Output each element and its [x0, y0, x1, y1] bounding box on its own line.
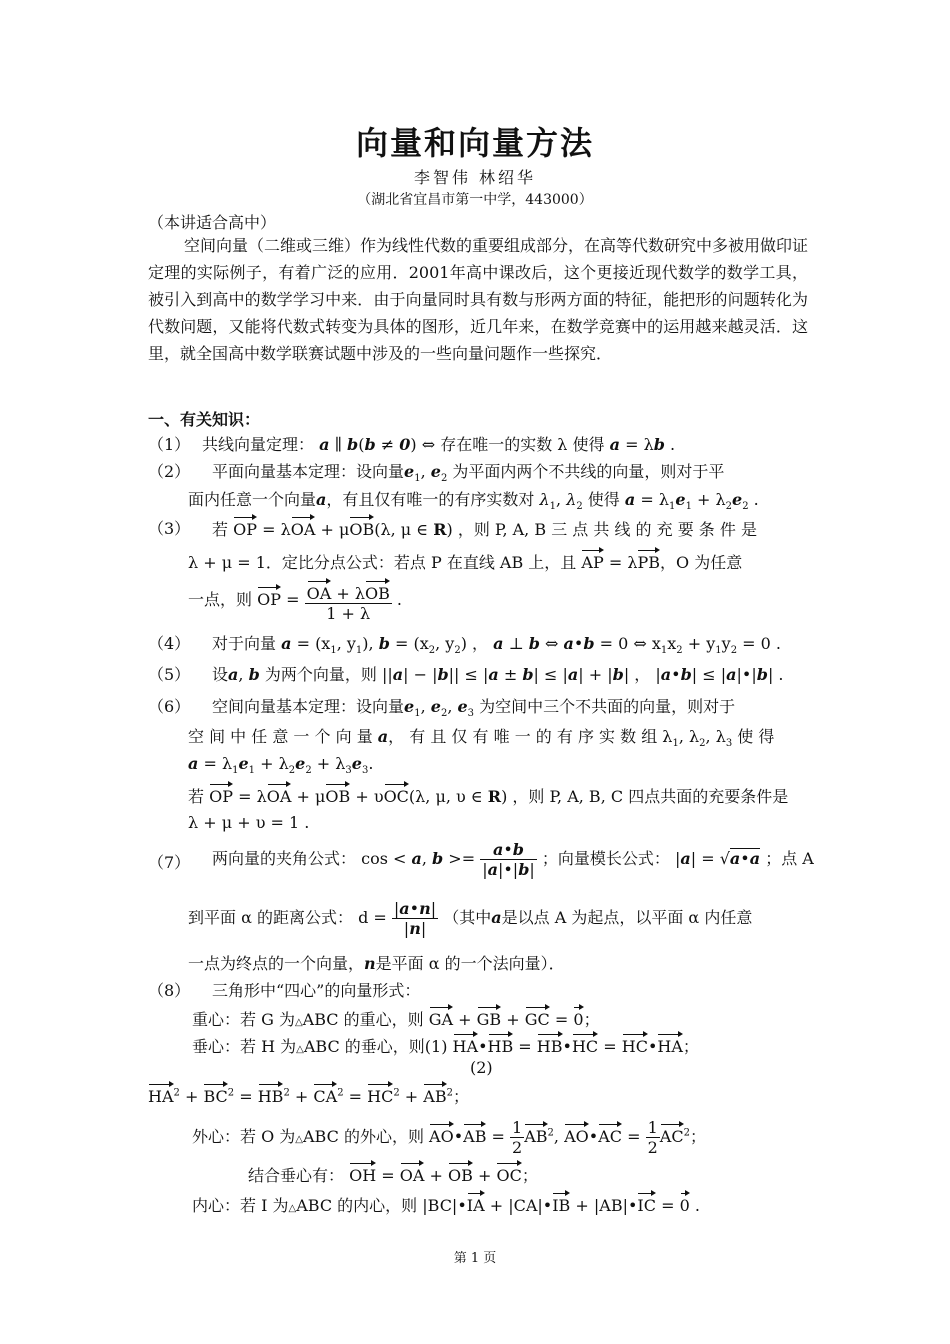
- item-2-text2: 为平面内两个不共线的向量，则对于平: [452, 462, 725, 481]
- item-6-text: 空间向量基本定理：设向量: [212, 697, 405, 716]
- item-7-text3: ；点 A: [765, 849, 814, 868]
- item-1-text: 共线向量定理：: [202, 435, 315, 454]
- item-3-text4: ，O 为任意: [659, 553, 743, 572]
- centroid-line: 重心：若 G 为△ABC 的重心，则 GA + GB + GC = 0；: [192, 1004, 600, 1030]
- orthocenter-text: 垂心：若 H 为: [192, 1037, 297, 1056]
- item-4-text: 对于向量: [212, 634, 277, 653]
- item-2-text: 平面向量基本定理：设向量: [212, 462, 405, 481]
- item-6-line3: $a = \lambda_1e_1 + \lambda_2e_2 + \lambda_3e_3$.: [188, 754, 374, 777]
- item-3-text: 若: [212, 520, 229, 539]
- circumcenter-line2: 结合垂心有： OH = OA + OB + OC；: [248, 1160, 538, 1186]
- affiliation: （湖北省宜昌市第一中学，443000）: [357, 192, 593, 208]
- item-6-line5: λ + μ + υ = 1 .: [188, 813, 310, 832]
- item-number-3: （3）: [148, 519, 191, 538]
- item-number-6: （6）: [148, 697, 191, 716]
- item-7-text4: 到平面 α 的距离公式：: [188, 908, 353, 927]
- incenter-line: 内心：若 I 为△ABC 的内心，则 |BC|•IA + |CA|•IB + |AB|•IC = 0 .: [192, 1190, 700, 1216]
- page-footer: 第 1 页: [453, 1251, 497, 1266]
- item-number-1: （1）: [148, 435, 191, 454]
- item-6-line1: 空间向量基本定理：设向量$e_1$, $e_2$, $e_3$ 为空间中三个不共面的向量，则对于: [212, 697, 736, 720]
- item-7-text5: （其中: [443, 908, 492, 927]
- incenter-text2: ABC 的内心，则: [296, 1196, 418, 1215]
- item-5-text2: 为两个向量，则: [264, 665, 377, 684]
- item-2-text4: ，有且仅有唯一的有序实数对: [326, 490, 535, 509]
- section-heading: 一、有关知识：: [148, 410, 261, 429]
- item-3-line3: 一点，则 OP = $\frac{\text{OA + λOB}}{1 + \lambda}$ .: [188, 578, 402, 623]
- incenter-text: 内心：若 I 为: [192, 1196, 289, 1215]
- item-number-7: （7）: [148, 853, 191, 872]
- item-number-8: （8）: [148, 981, 191, 1000]
- circumcenter-text3: 结合垂心有：: [248, 1166, 345, 1185]
- centroid-text: 重心：若 G 为: [192, 1010, 295, 1029]
- item-2-text3: 面内任意一个向量: [188, 490, 317, 509]
- item-1-text2: 存在唯一的实数 λ 使得: [440, 435, 605, 454]
- item-7-line1: 两向量的夹角公式： cos < a, b >= $\frac{a•b}{|a|•|b|}$ ；向量模长公式： |a| = √a•a ；点 A: [212, 840, 814, 879]
- item-4: 对于向量 $a = (x_1$, $y_1$), $b = (x_2$, $y_2$) ， a ⊥ b ⇔ a•b = 0 ⇔ $x_1x_2 + y_1y_2 = 0$ .: [212, 634, 781, 657]
- item-3-text2: ，则 P, A, B 三 点 共 线 的 充 要 条 件 是: [457, 520, 757, 539]
- item-3-line1: 若 OP = λOA + μOB(λ, μ ∈ R) ，则 P, A, B 三 点 共 线 的 充 要 条 件 是: [212, 514, 757, 540]
- orthocenter-line2: $HA^2 + BC^2 = HB^2 + CA^2 = HC^2 + AB^2$；: [148, 1081, 469, 1107]
- item-6-text2: 为空间中三个不共面的向量，则对于: [479, 697, 736, 716]
- item-6-line4: 若 OP = λOA + μOB + υOC(λ, μ, υ ∈ R) ，则 P, A, B, C 四点共面的充要条件是: [188, 781, 788, 807]
- item-7-text8: 是平面 α 的一个法向量）．: [375, 954, 565, 973]
- item-5-text: 设: [212, 665, 229, 684]
- item-7-text: 两向量的夹角公式：: [212, 849, 357, 868]
- item-number-5: （5）: [148, 665, 191, 684]
- circumcenter-line: 外心：若 O 为△ABC 的外心，则 AO•AB = $\frac{1}{2}$ $AB^2$, AO•AC = $\frac{1}{2}$ $AC^2$；: [192, 1118, 706, 1157]
- item-6-text6: 若: [188, 787, 205, 806]
- audience-note: （本讲适合高中）: [148, 213, 277, 232]
- intro-paragraph: 空间向量（二维或三维）作为线性代数的重要组成部分，在高等代数研究中多被用做印证定理的实际例子，有着广泛的应用．2001年高中课改后，这个更接近现代数学的数学工具，被引入到高中的数学学习中来．由于向量同时具有数与形两方面的特征，能把形的问题转化为代数问题，又能将代数式转变为具体的图形，近几年来，在数学竞赛中的运用越来越灵活．这里，就全国高中数学联赛试题中涉及的一些向量问题作一些探究．: [148, 236, 809, 363]
- item-3-text5: 一点，则: [188, 590, 253, 609]
- item-2-line1: 平面向量基本定理：设向量$e_1$, $e_2$ 为平面内两个不共线的向量，则对于平: [212, 462, 725, 485]
- circumcenter-text: 外心：若 O 为: [192, 1127, 296, 1146]
- item-number-2: （2）: [148, 462, 191, 481]
- orthocenter-text2: ABC 的垂心，则(1): [303, 1037, 448, 1056]
- item-6-text4: ， 有 且 仅 有 唯 一 的 有 序 实 数 组: [388, 727, 658, 746]
- item-6-text7: ，则 P, A, B, C 四点共面的充要条件是: [512, 787, 789, 806]
- orthocenter-line: 垂心：若 H 为△ABC 的垂心，则(1) HA•HB = HB•HC = HC•HA；: [192, 1031, 699, 1057]
- item-2-text5: 使得: [587, 490, 620, 509]
- item-6-text5: 使 得: [737, 727, 775, 746]
- authors: 李智伟 林绍华: [413, 168, 537, 187]
- page-title: 向量和向量方法: [355, 124, 594, 162]
- centroid-text2: ABC 的重心，则: [302, 1010, 424, 1029]
- item-7-line2: 到平面 α 的距离公式： d = $\frac{|a•n|}{|n|}$ （其中a是以点 A 为起点，以平面 α 内任意: [188, 899, 753, 938]
- item-1: 共线向量定理： a ∥ b(b ≠ 0) ⇔ 存在唯一的实数 λ 使得 a = λb .: [202, 435, 676, 454]
- item-8: 三角形中“四心”的向量形式：: [212, 981, 421, 1000]
- circumcenter-text2: ABC 的外心，则: [303, 1127, 424, 1146]
- item-2-line2: 面内任意一个向量a，有且仅有唯一的有序实数对 $\lambda_1$, $\lambda_2$ 使得 $a = \lambda_1e_1 + \lambda_2e_2$ .: [188, 490, 759, 513]
- item-6-text3: 空 间 中 任 意 一 个 向 量: [188, 727, 373, 746]
- item-5: 设a, b 为两个向量，则 ||a| − |b|| ≤ |a ± b| ≤ |a| + |b| ， |a•b| ≤ |a|•|b| .: [212, 665, 784, 684]
- item-3-text3: ．定比分点公式：若点 P 在直线 AB 上，且: [265, 553, 577, 572]
- item-7-text7: 一点为终点的一个向量，: [188, 954, 365, 973]
- item-6-line2: 空 间 中 任 意 一 个 向 量 a， 有 且 仅 有 唯 一 的 有 序 实 数 组 $\lambda_1$, $\lambda_2$, $\lambda_3$ 使 得: [188, 727, 775, 750]
- item-3-line2: λ + μ = 1．定比分点公式：若点 P 在直线 AB 上，且 AP = λPB，O 为任意: [188, 547, 742, 573]
- orthocenter-2-label: (2): [470, 1058, 493, 1077]
- item-7-text2: ；向量模长公式：: [541, 849, 670, 868]
- item-7-text6: 是以点 A 为起点，以平面 α 内任意: [501, 908, 753, 927]
- item-7-line3: 一点为终点的一个向量，n是平面 α 的一个法向量）．: [188, 954, 565, 973]
- item-number-4: （4）: [148, 634, 191, 653]
